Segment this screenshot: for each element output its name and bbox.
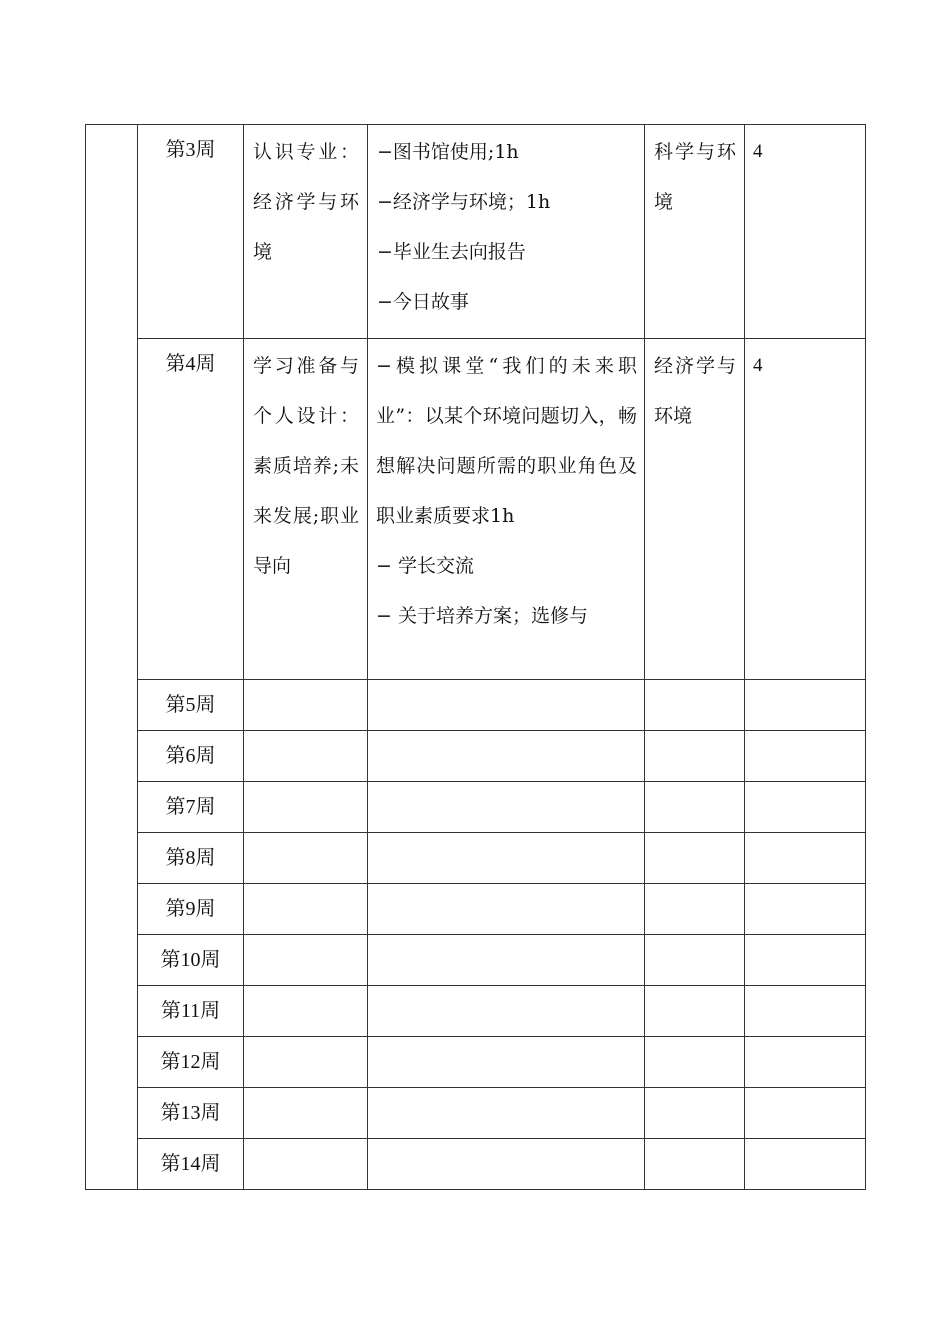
hours-cell: 4 xyxy=(745,339,866,680)
table-row xyxy=(86,339,866,680)
week-cell: 第6周 xyxy=(138,731,244,782)
week-cell: 第3周 xyxy=(138,125,244,339)
table-row xyxy=(86,935,866,986)
content-cell xyxy=(368,125,645,339)
table-row xyxy=(86,1139,866,1190)
week-cell: 第14周 xyxy=(138,1139,244,1190)
topic-cell: 认识专业：经济学与环境 xyxy=(244,125,368,339)
topic-cell: 学习准备与个人设计：素质培养;未来发展;职业导向 xyxy=(244,339,368,680)
teacher-cell: 经济学与环境 xyxy=(645,339,745,680)
table-row xyxy=(86,986,866,1037)
table-row xyxy=(86,884,866,935)
table-row xyxy=(86,680,866,731)
table-row xyxy=(86,833,866,884)
schedule-table xyxy=(85,124,866,1190)
table-row xyxy=(86,1037,866,1088)
week-cell: 第11周 xyxy=(138,986,244,1037)
week-cell: 第7周 xyxy=(138,782,244,833)
week-cell: 第13周 xyxy=(138,1088,244,1139)
content-cell xyxy=(368,339,645,680)
content-line: − 学长交流 xyxy=(376,555,474,577)
week-cell: 第5周 xyxy=(138,680,244,731)
hours-cell: 4 xyxy=(745,125,866,339)
week-cell: 第10周 xyxy=(138,935,244,986)
week-cell: 第8周 xyxy=(138,833,244,884)
table-row xyxy=(86,731,866,782)
week-cell: 第4周 xyxy=(138,339,244,680)
merged-left-cell xyxy=(86,125,138,1190)
content-line: −毕业生去向报告 xyxy=(377,241,526,263)
content-line: −图书馆使用;1h xyxy=(377,141,519,163)
table-row xyxy=(86,782,866,833)
week-cell: 第9周 xyxy=(138,884,244,935)
teacher-cell: 科学与环境 xyxy=(645,125,745,339)
content-line: −今日故事 xyxy=(377,291,469,313)
content-line: −经济学与环境；1h xyxy=(377,191,551,213)
table-row xyxy=(86,1088,866,1139)
week-cell: 第12周 xyxy=(138,1037,244,1088)
content-paragraph: −模拟课堂“我们的未来职业”：以某个环境问题切入，畅想解决问题所需的职业角色及职业素质要求1h xyxy=(376,355,637,527)
content-line: − 关于培养方案；选修与 xyxy=(376,605,588,627)
table-row xyxy=(86,125,866,339)
